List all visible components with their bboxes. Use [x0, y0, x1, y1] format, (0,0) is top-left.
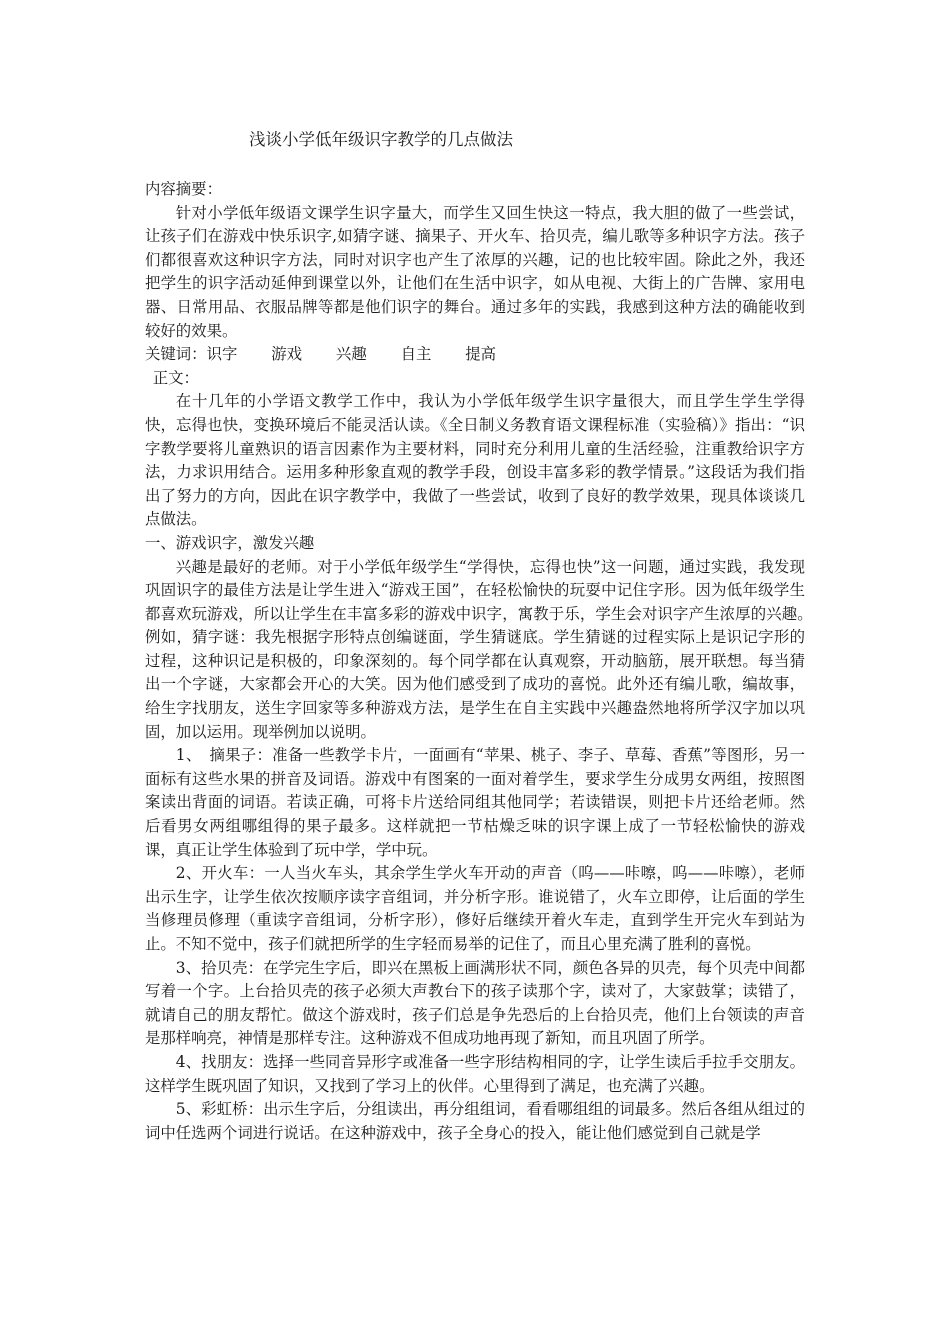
document-body — [145, 178, 821, 1145]
list-item-friends: 4、找朋友：选择一些同音异形字或准备一些字形结构相同的字，让学生读后手拉手交朋友。这样学生既巩固了知识，又找到了学习上的伙伴。心里得到了满足，也充满了兴趣。 — [145, 1052, 805, 1095]
section-paragraph: 兴趣是最好的老师。对于小学低年级学生“学得快，忘得也快”这一问题，通过实践，我发现巩固识字的最佳方法是让学生进入“游戏王国”，在轻松愉快的玩耍中记住字形。因为低年级学生都喜欢玩游戏，所以让学生在丰富多彩的游戏中识字，寓教于乐，学生会对识字产生浓厚的兴趣。 例如，猜字谜：我先根据字形特点创编谜面，学生猜谜底。学生猜谜的过程实际上是识记字形的过程，这种识记是积极的，印象深刻的。每个同学都在认真观察，开动脑筋，展开联想。每当猜出一个字谜，大家都会开心的大笑。因为他们感受到了成功的喜悦。此外还有编儿歌，编故事，给生字找朋友，送生字回家等多种游戏方法，是学生在自主实践中兴趣盎然地将所学汉字加以巩固，加以运用。现举例加以说明。 — [145, 557, 821, 741]
keywords-label: 关键词： — [145, 345, 207, 364]
list-item-rainbow-bridge: 5、彩虹桥：出示生字后，分组读出，再分组组词，看看哪组组的词最多。然后各组从组过的词中任选两个词进行说话。在这种游戏中，孩子全身心的投入，能让他们感觉到自己就是学 — [145, 1100, 805, 1142]
intro-paragraph: 在十几年的小学语文教学工作中，我认为小学低年级学生识字量很大，而且学生学生学得快，忘得也快，变换环境后不能灵活认读。《全日制义务教育语文课程标准（实验稿）》指出：“识字教学要将儿童熟识的语言因素作为主要材料，同时充分利用儿童的生活经验，注重教给识字方法，力求识用结合。运用多种形象直观的教学手段，创设丰富多彩的教学情景。”这段话为我们指出了努力的方向，因此在识字教学中，我做了一些尝试，收到了良好的教学效果，现具体谈谈几点做法。 — [145, 392, 805, 529]
keyword: 兴趣 — [335, 345, 367, 364]
document-title: 浅谈小学低年级识字教学的几点做法 — [249, 130, 513, 149]
list-item-train: 2、开火车：一人当火车头，其余学生学火车开动的声音（呜——咔嚓，呜——咔嚓），老师出示生字，让学生依次按顺序读字音组词，并分析字形。谁说错了，火车立即停，让后面的学生当修理员修理（重读字音组词，分析字形），修好后继续开着火车走，直到学生开完火车到站为止。不知不觉中，孩子们就把所学的生字轻而易举的记住了，而且心里充满了胜利的喜悦。 — [145, 864, 805, 953]
abstract-label: 内容摘要： — [145, 180, 222, 198]
keyword: 提高 — [465, 345, 497, 364]
main-text-label: 正文： — [152, 368, 199, 387]
keyword: 游戏 — [271, 345, 303, 364]
list-item-shells: 3、拾贝壳：在学完生字后，即兴在黑板上画满形状不同，颜色各异的贝壳，每个贝壳中间都写着一个字。上台拾贝壳的孩子必须大声教台下的孩子读那个字，读对了，大家鼓掌；读错了，就请自己的朋友帮忙。做这个游戏时，孩子们总是争先恐后的上台拾贝壳，他们上台领读的声音是那样响亮，神情是那样专注。这种游戏不但成功地再现了新知，而且巩固了所学。 — [145, 958, 805, 1048]
keywords-line — [145, 343, 805, 367]
keyword: 自主 — [400, 345, 432, 364]
list-item-pick-fruit: 1、 摘果子：准备一些教学卡片，一面画有“苹果、桃子、李子、草莓、香蕉”等图形，另一面标有这些水果的拼音及词语。游戏中有图案的一面对着学生，要求学生分成男女两组，按照图案读出背面的词语。若读正确，可将卡片送给同组其他同学；若读错误，则把卡片还给老师。然后看男女两组哪组得的果子最多。这样就把一节枯燥乏味的识字课上成了一节轻松愉快的游戏课，真正让学生体验到了玩中学，学中玩。 — [145, 746, 805, 859]
keyword: 识字 — [206, 345, 238, 364]
section-heading: 一、游戏识字，激发兴趣 — [145, 533, 315, 552]
abstract-paragraph: 针对小学低年级语文课学生识字量大，而学生又回生快这一特点，我大胆的做了一些尝试，让孩子们在游戏中快乐识字,如猜字谜、摘果子、开火车、拾贝壳，编儿歌等多种识字方法。孩子们都很喜欢这种识字方法，同时对识字也产生了浓厚的兴趣，记的也比较牢固。除此之外，我还把学生的识字活动延伸到课堂以外，让他们在生活中识字，如从电视、大街上的广告牌、家用电器、日常用品、衣服品牌等都是他们识字的舞台。通过多年的实践，我感到这种方法的确能收到较好的效果。 — [145, 203, 805, 340]
